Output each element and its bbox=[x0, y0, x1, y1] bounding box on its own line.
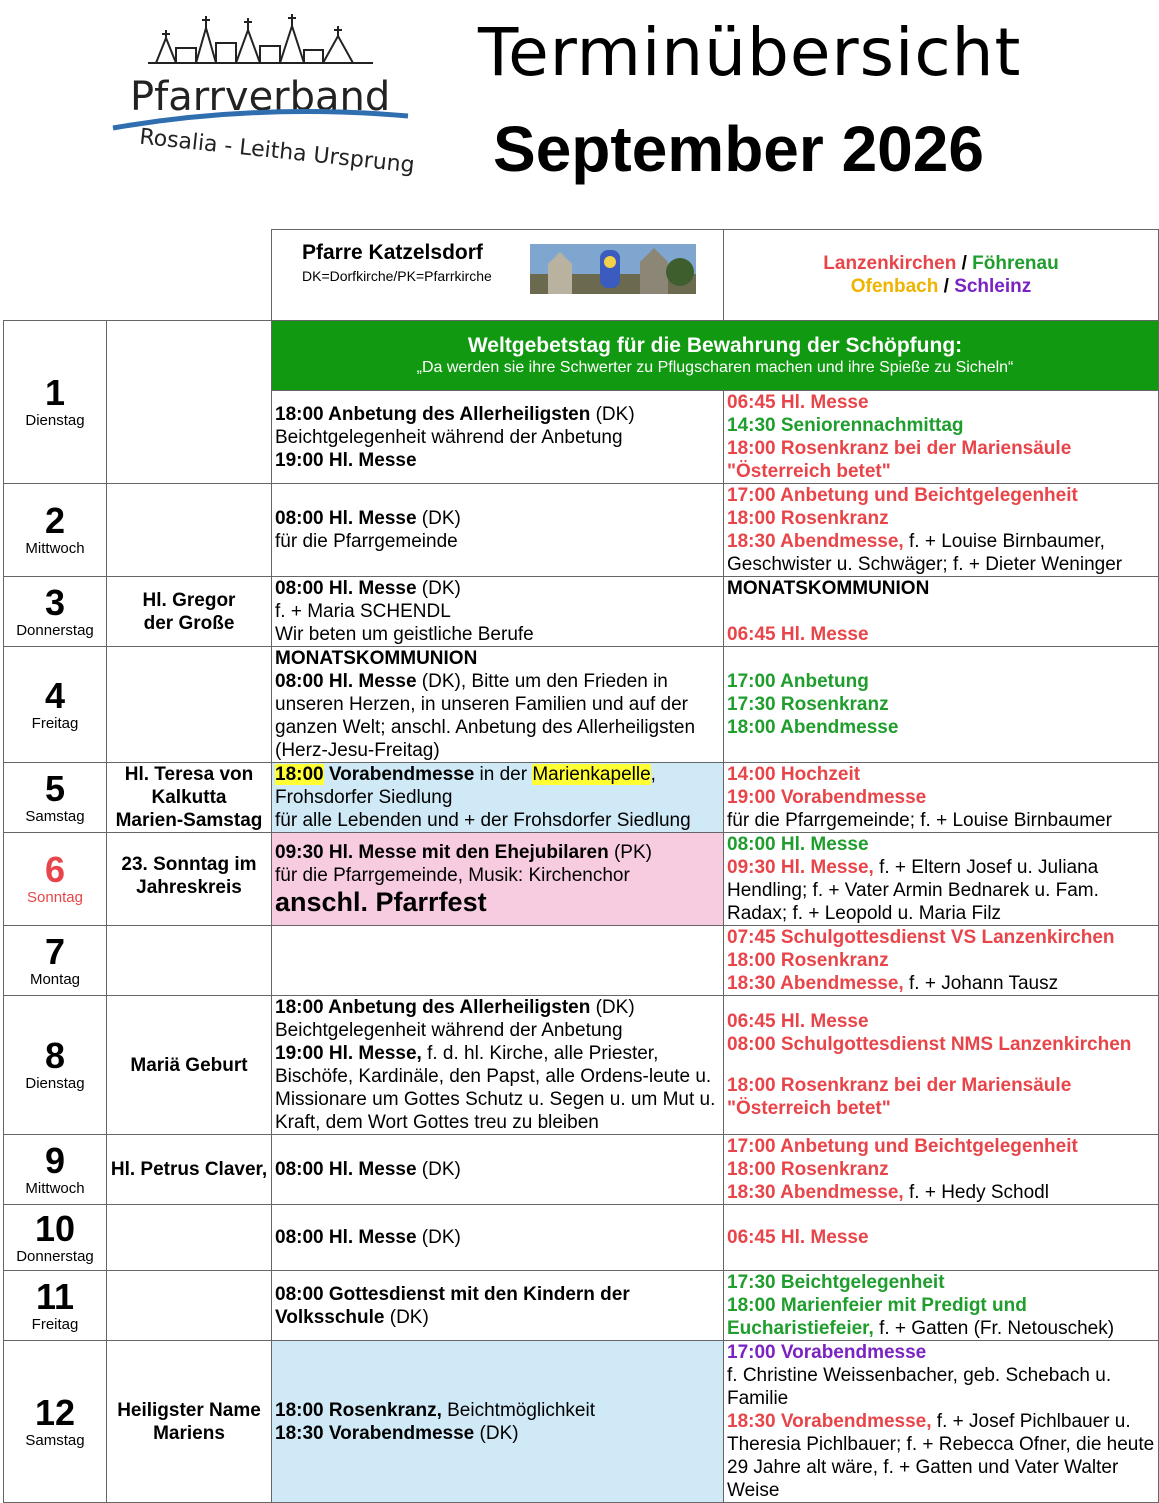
katzelsdorf-entry: 08:00 Hl. Messe (DK) bbox=[272, 1205, 724, 1271]
day-cell: 10 Donnerstag bbox=[4, 1205, 107, 1271]
table-row bbox=[4, 577, 1159, 647]
katzelsdorf-entry: MONATSKOMMUNION 08:00 Hl. Messe (DK), Bitte um den Frieden in unseren Herzen, in unseren Familien und auf der ganzen Welt; anschl. Anbetung des Allerheiligsten (Herz-Jesu-Freitag) bbox=[272, 647, 724, 763]
table-row bbox=[4, 926, 1159, 996]
katzelsdorf-entry: 08:00 Hl. Messe (DK) bbox=[272, 1135, 724, 1205]
logo-text: Pfarrverband bbox=[130, 74, 391, 120]
page-subtitle: September 2026 bbox=[493, 113, 984, 185]
lanzenkirchen-entry: 06:45 Hl. Messe 08:00 Schulgottesdienst NMS Lanzenkirchen 18:00 Rosenkranz bei der Mariensäule "Österreich betet" bbox=[724, 996, 1159, 1135]
parish-lanzenkirchen: Lanzenkirchen bbox=[823, 253, 957, 274]
pfarrverband-logo bbox=[108, 8, 418, 190]
table-row bbox=[4, 321, 1159, 391]
header-katzelsdorf bbox=[272, 230, 724, 321]
katzelsdorf-entry: 09:30 Hl. Messe mit den Ehejubilaren (PK) für die Pfarrgemeinde, Musik: Kirchenchor anschl. Pfarrfest bbox=[272, 833, 724, 926]
banner: Weltgebetstag für die Bewahrung der Schöpfung: „Da werden sie ihre Schwerter zu Pflugscharen machen und ihre Spieße zu Sicheln“ bbox=[272, 321, 1159, 391]
day-cell: 2 Mittwoch bbox=[4, 484, 107, 577]
lanzenkirchen-entry: 14:00 Hochzeit 19:00 Vorabendmesse für die Pfarrgemeinde; f. + Louise Birnbaumer bbox=[724, 763, 1159, 833]
table-row bbox=[4, 1271, 1159, 1341]
table-row bbox=[4, 833, 1159, 926]
katzelsdorf-entry: 08:00 Hl. Messe (DK) f. + Maria SCHENDL Wir beten um geistliche Berufe bbox=[272, 577, 724, 647]
table-row bbox=[4, 1205, 1159, 1271]
katzelsdorf-entry: 08:00 Gottesdienst mit den Kindern der Volksschule (DK) bbox=[272, 1271, 724, 1341]
page-title: Terminübersicht bbox=[478, 14, 1022, 91]
feast-cell: Hl. Petrus Claver, bbox=[107, 1135, 272, 1205]
day-cell: 9 Mittwoch bbox=[4, 1135, 107, 1205]
katzelsdorf-entry bbox=[272, 926, 724, 996]
parish-schleinz: Schleinz bbox=[954, 276, 1032, 297]
church-photo-icon bbox=[530, 244, 696, 294]
feast-cell: Hl. Gregor der Große bbox=[107, 577, 272, 647]
logo-subtitle: Rosalia - Leitha Ursprung bbox=[138, 124, 416, 179]
schedule-table bbox=[3, 229, 1159, 1503]
parish-foehrenau: Föhrenau bbox=[972, 253, 1059, 274]
katzelsdorf-entry: 18:00 Vorabendmesse in der Marienkapelle, Frohsdorfer Siedlung für alle Lebenden und + der Frohsdorfer Siedlung bbox=[272, 763, 724, 833]
table-row bbox=[4, 996, 1159, 1135]
parish-legend: DK=Dorfkirche/PK=Pfarrkirche bbox=[302, 268, 492, 284]
lanzenkirchen-entry: 17:00 Vorabendmesse f. Christine Weissenbacher, geb. Schebach u. Familie 18:30 Vorabendmesse, f. + Josef Pichlbauer u. Theresia Pichlbauer; f. + Rebecca Ofner, die heute 29 Jahre alt wäre, f. + Gatten und Vater Walter Weise bbox=[724, 1341, 1159, 1503]
day-cell: 12 Samstag bbox=[4, 1341, 107, 1503]
feast-cell: Heiligster Name Mariens bbox=[107, 1341, 272, 1503]
header-row bbox=[4, 230, 1159, 321]
day-cell: 6 Sonntag bbox=[4, 833, 107, 926]
table-row bbox=[4, 1135, 1159, 1205]
feast-cell: 23. Sonntag im Jahreskreis bbox=[107, 833, 272, 926]
lanzenkirchen-entry: 06:45 Hl. Messe 14:30 Seniorennachmittag 18:00 Rosenkranz bei der Mariensäule "Österreich betet" bbox=[724, 391, 1159, 484]
parish-name: Pfarre Katzelsdorf bbox=[302, 241, 483, 264]
feast-cell: Hl. Teresa von Kalkutta Marien-Samstag bbox=[107, 763, 272, 833]
day-cell: 1 Dienstag bbox=[4, 321, 107, 484]
day-cell: 3 Donnerstag bbox=[4, 577, 107, 647]
day-cell: 4 Freitag bbox=[4, 647, 107, 763]
header-lanzenkirchen: Lanzenkirchen / Föhrenau Ofenbach / Schleinz bbox=[724, 230, 1159, 321]
lanzenkirchen-entry: 06:45 Hl. Messe bbox=[724, 1205, 1159, 1271]
table-row bbox=[4, 484, 1159, 577]
day-cell: 5 Samstag bbox=[4, 763, 107, 833]
lanzenkirchen-entry: 08:00 Hl. Messe 09:30 Hl. Messe, f. + Eltern Josef u. Juliana Hendling; f. + Vater Armin Bednarek u. Fam. Radax; f. + Leopold u. Maria Filz bbox=[724, 833, 1159, 926]
katzelsdorf-entry: 08:00 Hl. Messe (DK) für die Pfarrgemeinde bbox=[272, 484, 724, 577]
table-row bbox=[4, 763, 1159, 833]
lanzenkirchen-entry: 17:00 Anbetung und Beichtgelegenheit 18:00 Rosenkranz 18:30 Abendmesse, f. + Louise Birnbaumer, Geschwister u. Schwäger; f. + Dieter Weninger bbox=[724, 484, 1159, 577]
lanzenkirchen-entry: 17:00 Anbetung und Beichtgelegenheit 18:00 Rosenkranz 18:30 Abendmesse, f. + Hedy Schodl bbox=[724, 1135, 1159, 1205]
parish-ofenbach: Ofenbach bbox=[850, 276, 939, 297]
table-row bbox=[4, 1341, 1159, 1503]
day-cell: 7 Montag bbox=[4, 926, 107, 996]
table-row bbox=[4, 647, 1159, 763]
feast-cell: Mariä Geburt bbox=[107, 996, 272, 1135]
lanzenkirchen-entry: 07:45 Schulgottesdienst VS Lanzenkirchen 18:00 Rosenkranz 18:30 Abendmesse, f. + Johann Tausz bbox=[724, 926, 1159, 996]
feast-cell bbox=[107, 321, 272, 484]
katzelsdorf-entry: 18:00 Anbetung des Allerheiligsten (DK) Beichtgelegenheit während der Anbetung 19:00 Hl. Messe, f. d. hl. Kirche, alle Priester, Bischöfe, Kardinäle, den Papst, alle Ordens-leute u. Missionare um Gottes Schutz u. Segen u. um Mut u. Kraft, dem Wort Gottes treu zu bleiben bbox=[272, 996, 724, 1135]
lanzenkirchen-entry: 17:30 Beichtgelegenheit 18:00 Marienfeier mit Predigt und Eucharistiefeier, f. + Gatten (Fr. Netouschek) bbox=[724, 1271, 1159, 1341]
katzelsdorf-entry: 18:00 Anbetung des Allerheiligsten (DK) Beichtgelegenheit während der Anbetung 19:00 Hl. Messe bbox=[272, 391, 724, 484]
lanzenkirchen-entry: MONATSKOMMUNION 06:45 Hl. Messe bbox=[724, 577, 1159, 647]
day-cell: 11 Freitag bbox=[4, 1271, 107, 1341]
day-cell: 8 Dienstag bbox=[4, 996, 107, 1135]
katzelsdorf-entry: 18:00 Rosenkranz, Beichtmöglichkeit 18:30 Vorabendmesse (DK) bbox=[272, 1341, 724, 1503]
lanzenkirchen-entry: 17:00 Anbetung 17:30 Rosenkranz 18:00 Abendmesse bbox=[724, 647, 1159, 763]
